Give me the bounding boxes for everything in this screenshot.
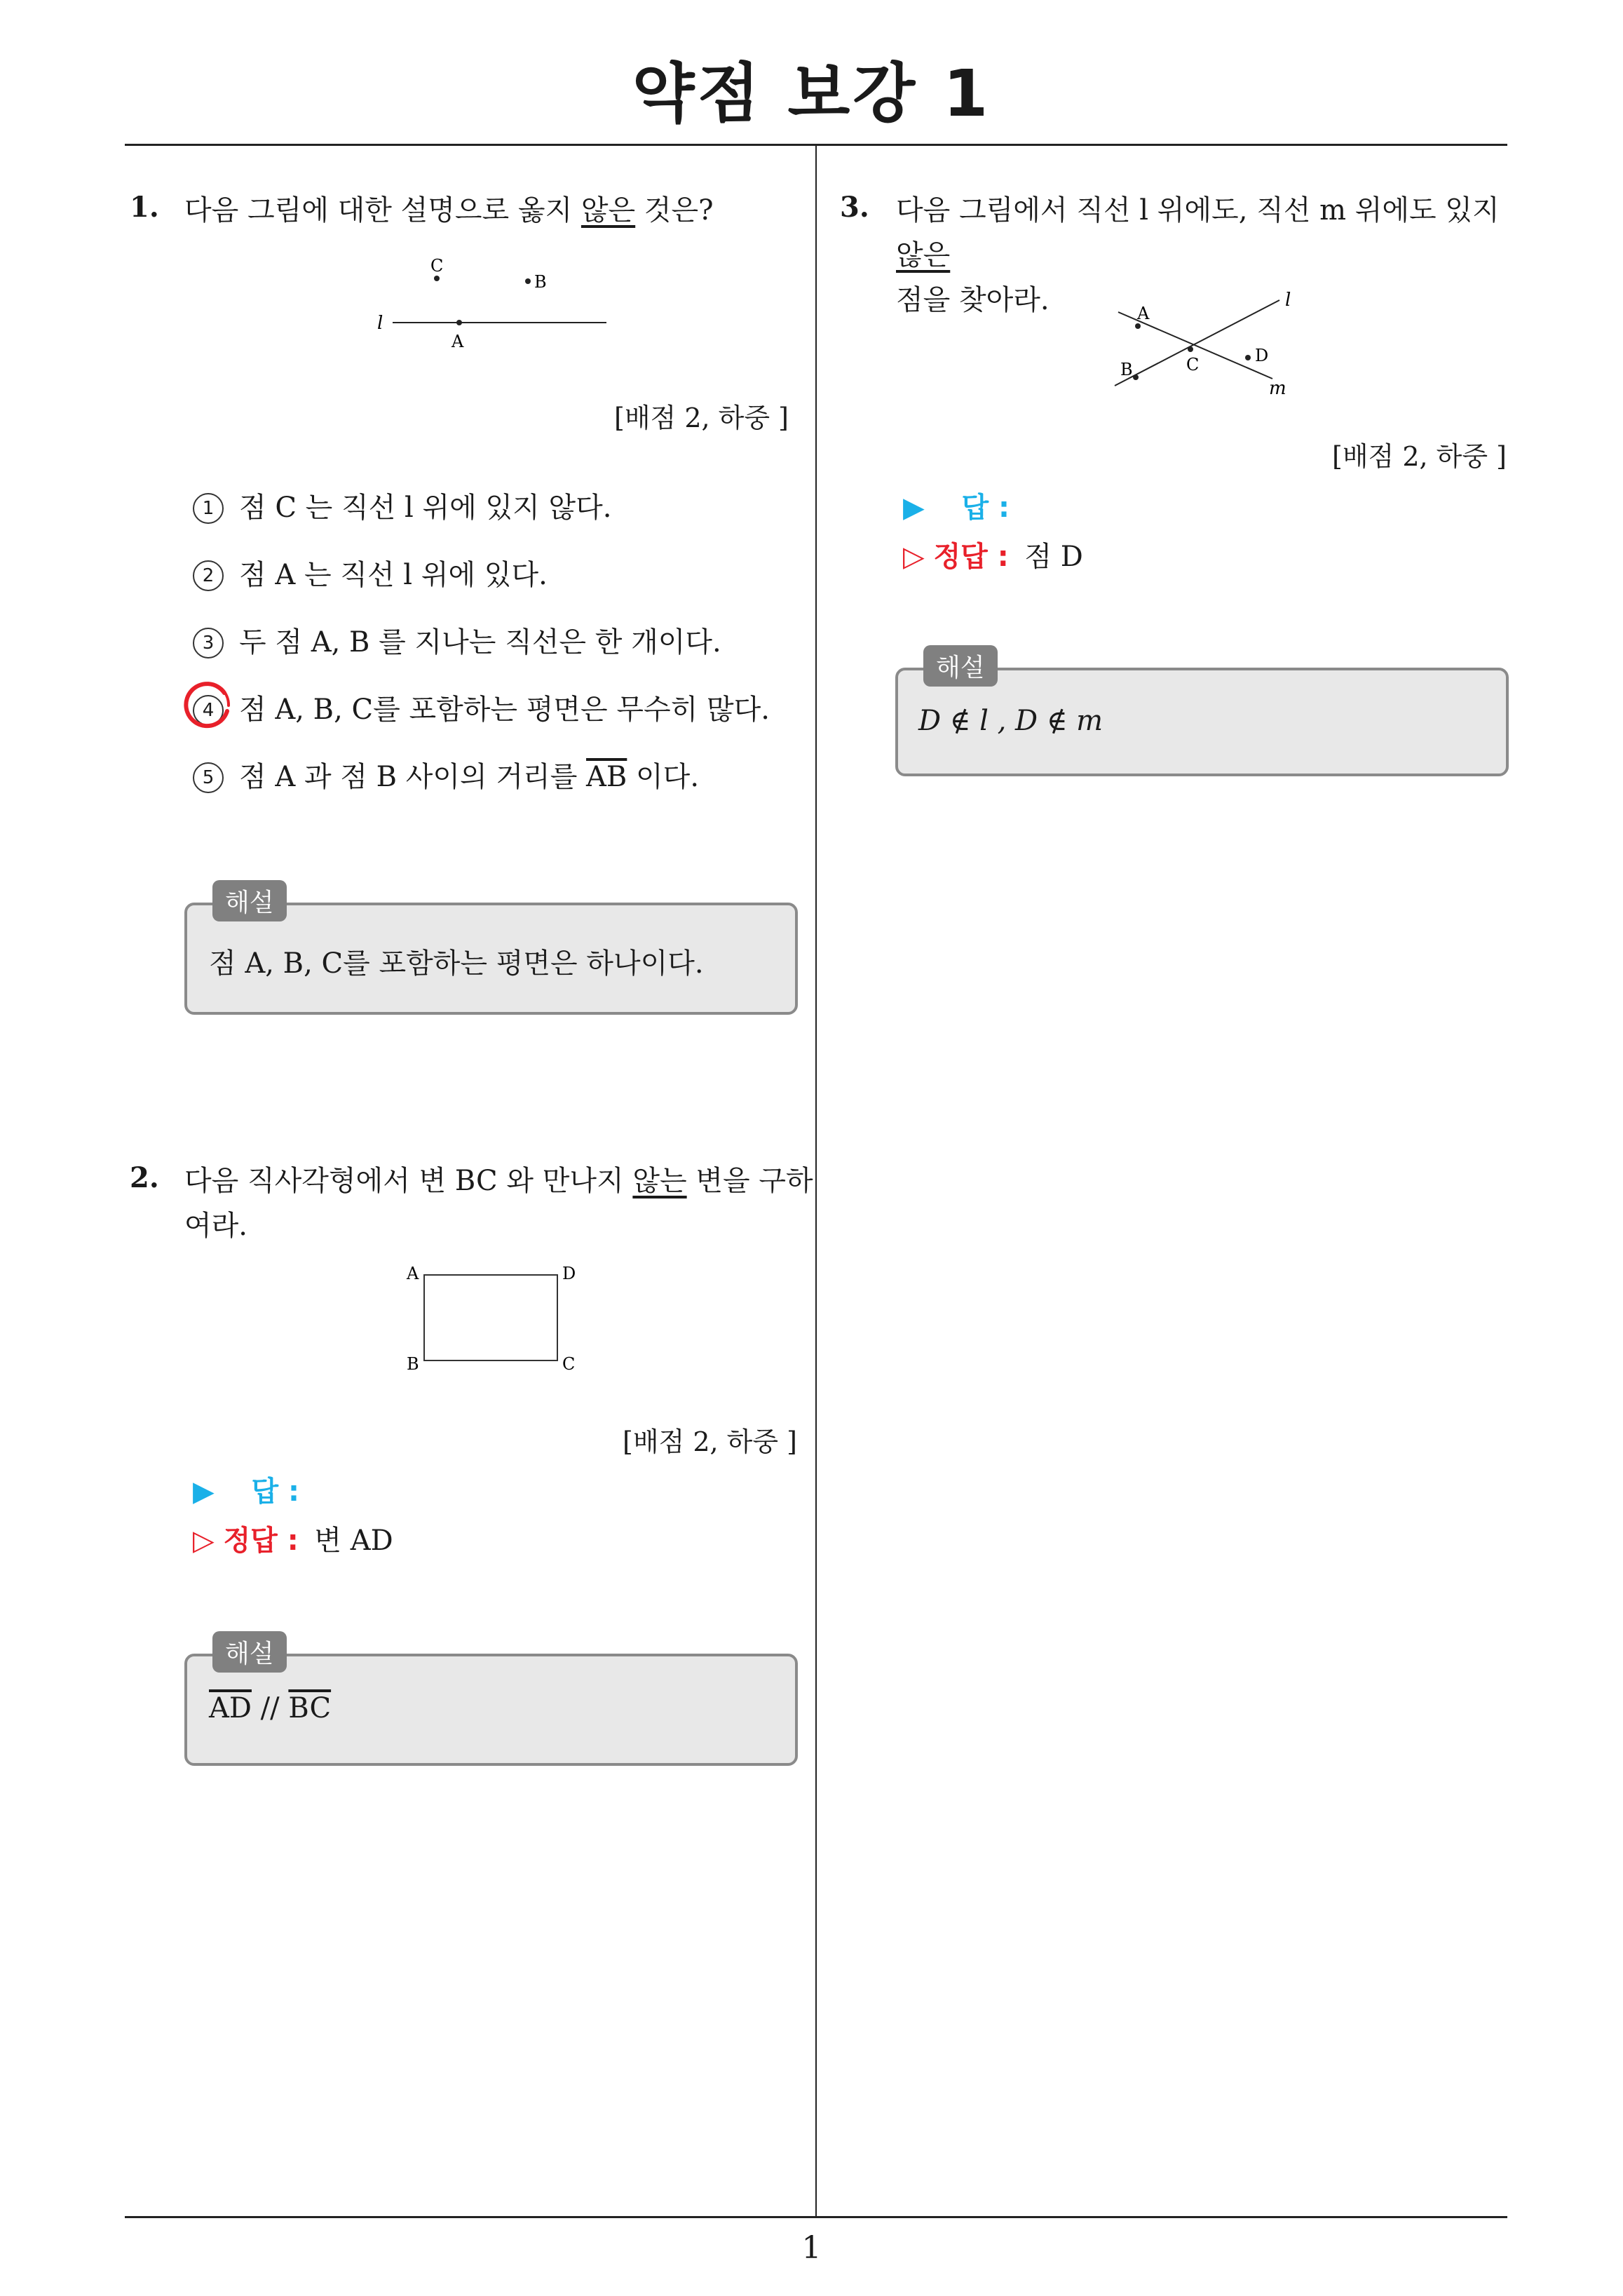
q1-stem: 다음 그림에 대한 설명으로 옳지 않은 것은? <box>184 194 714 227</box>
outline-arrow-icon: ▷ <box>903 541 925 573</box>
q2-rectangle-figure <box>400 1255 589 1382</box>
answer-circle-icon <box>181 679 234 732</box>
q1-figure <box>365 249 631 361</box>
q1-choice-2[interactable]: 2 점 A 는 직선 l 위에 있다. <box>193 553 548 593</box>
outline-arrow-icon: ▷ <box>193 1525 215 1557</box>
q2-answer-line[interactable]: ▶ 답 : <box>193 1475 300 1508</box>
choice-mark-1: 1 <box>193 493 224 524</box>
q1-explanation-text: 점 A, B, C를 포함하는 평면은 하나이다. <box>209 947 704 980</box>
q3-answer-line[interactable]: ▶ 답 : <box>903 492 1010 524</box>
q2-explanation-text: $\overline{AD} // \overline{BC}$ <box>209 1692 332 1724</box>
column-divider <box>815 145 817 2217</box>
q3-figure <box>1108 288 1318 400</box>
q3-point-label-a: A <box>1137 304 1150 323</box>
q2-corner-d: D <box>562 1264 576 1283</box>
q3-point-label-d: D <box>1255 346 1269 365</box>
q2-number: 2. <box>130 1161 159 1194</box>
choice-mark-5: 5 <box>193 762 224 793</box>
q2-corner-c: C <box>562 1354 576 1374</box>
q1-score: [배점 2, 하중 ] <box>614 403 789 433</box>
choice-mark-4: 4 <box>193 695 224 726</box>
q1-explanation-tag: 해설 <box>212 880 287 921</box>
q3-score: [배점 2, 하중 ] <box>1332 441 1507 472</box>
q1-line-label: l <box>377 313 383 334</box>
bottom-rule <box>125 2216 1507 2218</box>
q1-number: 1. <box>130 191 159 224</box>
q1-point-label-c: C <box>430 256 444 276</box>
q3-point-label-b: B <box>1120 360 1133 379</box>
page-number: 1 <box>801 2230 822 2266</box>
q1-choice-4[interactable]: 4 점 A, B, C를 포함하는 평면은 무수히 많다. <box>193 687 770 727</box>
q3-point-label-c: C <box>1186 355 1200 374</box>
q1-point-label-b: B <box>534 272 547 292</box>
choice-mark-3: 3 <box>193 628 224 659</box>
q3-line-label-l: l <box>1285 290 1291 311</box>
q3-line-label-m: m <box>1269 378 1286 399</box>
q2-corner-a: A <box>407 1264 419 1283</box>
q2-stem: 다음 직사각형에서 변 BC 와 만나지 않는 변을 구하 여라. <box>184 1165 813 1242</box>
play-arrow-icon: ▶ <box>193 1475 215 1508</box>
page-title: 약점 보강 1 <box>632 56 991 131</box>
q2-corner-b: B <box>407 1354 419 1374</box>
q3-stem: 다음 그림에서 직선 l 위에도, 직선 m 위에도 있지 않은 점을 찾아라. <box>896 194 1500 316</box>
q3-number: 3. <box>840 191 869 224</box>
q2-explanation-tag: 해설 <box>212 1631 287 1673</box>
q1-choice-5[interactable]: 5 점 A 과 점 B 사이의 거리를 $\overline{AB}$ 이다. <box>193 755 699 795</box>
q3-correct-line: ▷ 정답 : 점 D <box>903 541 1083 573</box>
choice-mark-2: 2 <box>193 560 224 591</box>
q3-explanation-tag: 해설 <box>923 645 998 687</box>
q3-explanation-text: D ∉ l , D ∉ m <box>918 705 1103 737</box>
q2-correct-line: ▷ 정답 : 변 AD <box>193 1525 393 1557</box>
play-arrow-icon: ▶ <box>903 492 925 524</box>
q2-score: [배점 2, 하중 ] <box>623 1426 797 1457</box>
q1-choice-1[interactable]: 1 점 C 는 직선 l 위에 있지 않다. <box>193 485 612 525</box>
q1-choice-3[interactable]: 3 두 점 A, B 를 지나는 직선은 한 개이다. <box>193 620 721 660</box>
q1-point-label-a: A <box>451 332 464 351</box>
